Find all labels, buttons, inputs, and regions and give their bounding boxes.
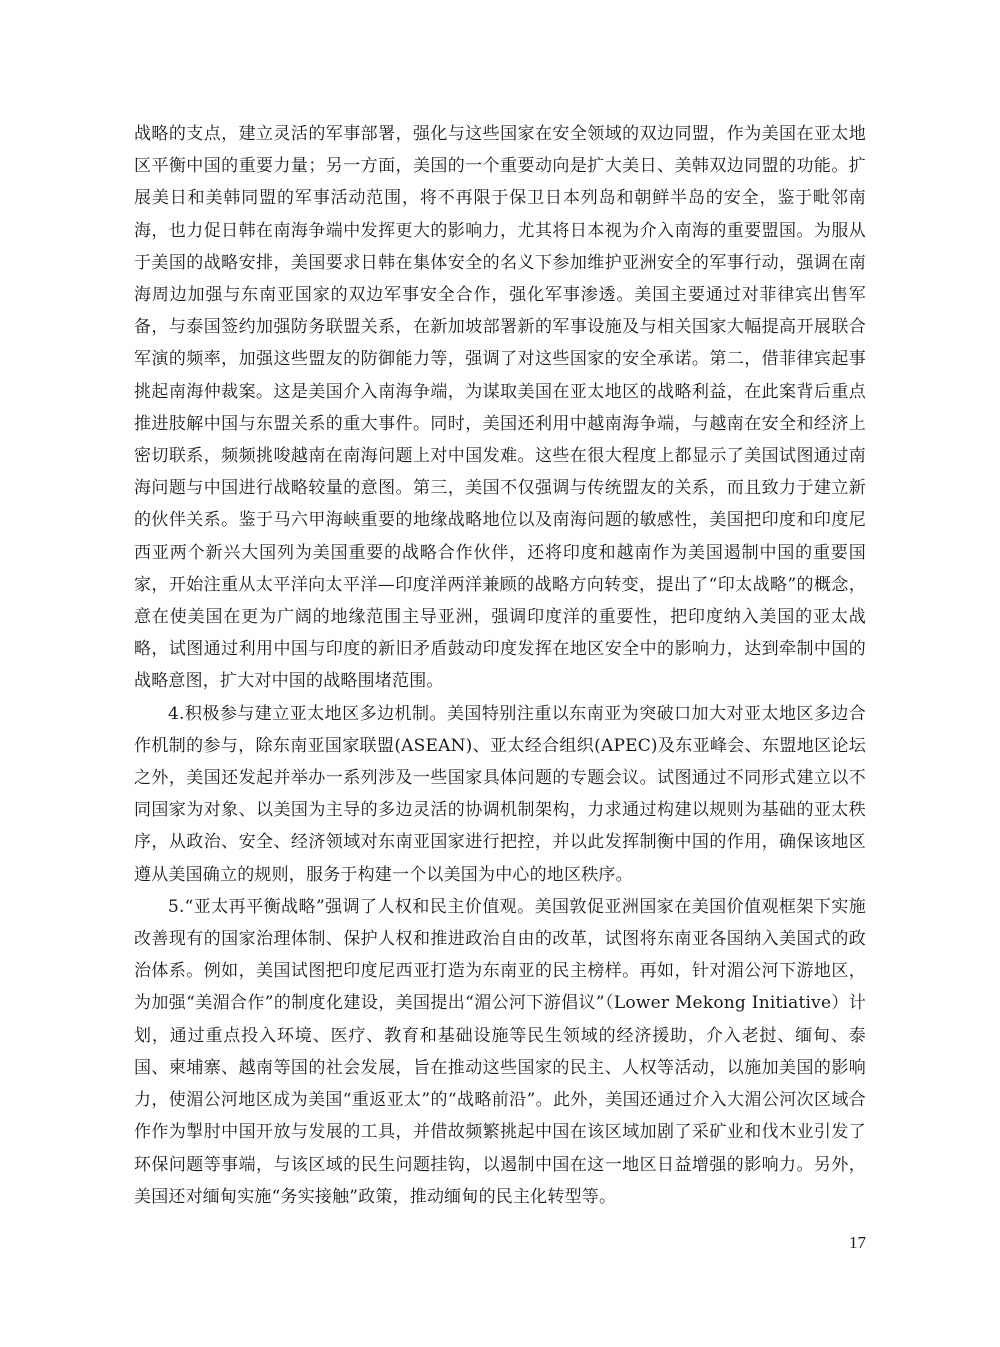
paragraph-human-rights-democracy: 5.“亚太再平衡战略”强调了人权和民主价值观。美国敦促亚洲国家在美国价值观框架下实施改善现有的国家治理体制、保护人权和推进政治自由的改革，试图将东南亚各国纳入美国式的政治体系。例如，美国试图把印度尼西亚打造为东南亚的民主榜样。再如，针对湄公河下游地区，为加强“美湄合作”的制度化建设，美国提出“湄公河下游倡议”（Lower Mekong Initiative）计划，通过重点投入环境、医疗、教育和基础设施等民生领域的经济援助，介入老挝、缅甸、泰国、柬埔寨、越南等国的社会发展，旨在推动这些国家的民主、人权等活动，以施加美国的影响力，使湄公河地区成为美国“重返亚太”的“战略前沿”。此外，美国还通过介入大湄公河次区域合作作为掣肘中国开放与发展的工具，并借故频繁挑起中国在该区域加剧了采矿业和伐木业引发了环保问题等事端，与该区域的民生问题挂钩，以遏制中国在这一地区日益增强的影响力。另外，美国还对缅甸实施“务实接触”政策，推动缅甸的民主化转型等。 (134, 896, 866, 1207)
page-number: 17 (849, 1233, 866, 1252)
body-text (134, 118, 866, 1213)
paragraph-multilateral-mechanisms: 4.积极参与建立亚太地区多边机制。美国特别注重以东南亚为突破口加大对亚太地区多边合作机制的参与，除东南亚国家联盟(ASEAN)、亚太经合组织(APEC)及东亚峰会、东盟地区论坛之外，美国还发起并举办一系列涉及一些国家具体问题的专题会议。试图通过不同形式建立以不同国家为对象、以美国为主导的多边灵活的协调机制架构，力求通过构建以规则为基础的亚太秩序，从政治、安全、经济领域对东南亚国家进行把控，并以此发挥制衡中国的作用，确保该地区遵从美国确立的规则，服务于构建一个以美国为中心的地区秩序。 (134, 703, 866, 885)
paragraph-continued: 战略的支点，建立灵活的军事部署，强化与这些国家在安全领域的双边同盟，作为美国在亚太地区平衡中国的重要力量；另一方面，美国的一个重要动向是扩大美日、美韩双边同盟的功能。扩展美日和美韩同盟的军事活动范围，将不再限于保卫日本列岛和朝鲜半岛的安全，鉴于毗邻南海，也力促日韩在南海争端中发挥更大的影响力，尤其将日本视为介入南海的重要盟国。为服从于美国的战略安排，美国要求日韩在集体安全的名义下参加维护亚洲安全的军事行动，强调在南海周边加强与东南亚国家的双边军事安全合作，强化军事渗透。美国主要通过对菲律宾出售军备，与泰国签约加强防务联盟关系，在新加坡部署新的军事设施及与相关国家大幅提高开展联合军演的频率，加强这些盟友的防御能力等，强调了对这些国家的安全承诺。第二，借菲律宾起事挑起南海仲裁案。这是美国介入南海争端，为谋取美国在亚太地区的战略利益，在此案背后重点推进肢解中国与东盟关系的重大事件。同时，美国还利用中越南海争端，与越南在安全和经济上密切联系，频频挑唆越南在南海问题上对中国发难。这些在很大程度上都显示了美国试图通过南海问题与中国进行战略较量的意图。第三，美国不仅强调与传统盟友的关系，而且致力于建立新的伙伴关系。鉴于马六甲海峡重要的地缘战略地位以及南海问题的敏感性，美国把印度和印度尼西亚两个新兴大国列为美国重要的战略合作伙伴，还将印度和越南作为美国遏制中国的重要国家，开始注重从太平洋向太平洋—印度洋两洋兼顾的战略方向转变，提出了“印太战略”的概念，意在使美国在更为广阔的地缘范围主导亚洲，强调印度洋的重要性，把印度纳入美国的亚太战略，试图通过利用中国与印度的新旧矛盾鼓动印度发挥在地区安全中的影响力，达到牵制中国的战略意图，扩大对中国的战略围堵范围。 (134, 124, 866, 692)
